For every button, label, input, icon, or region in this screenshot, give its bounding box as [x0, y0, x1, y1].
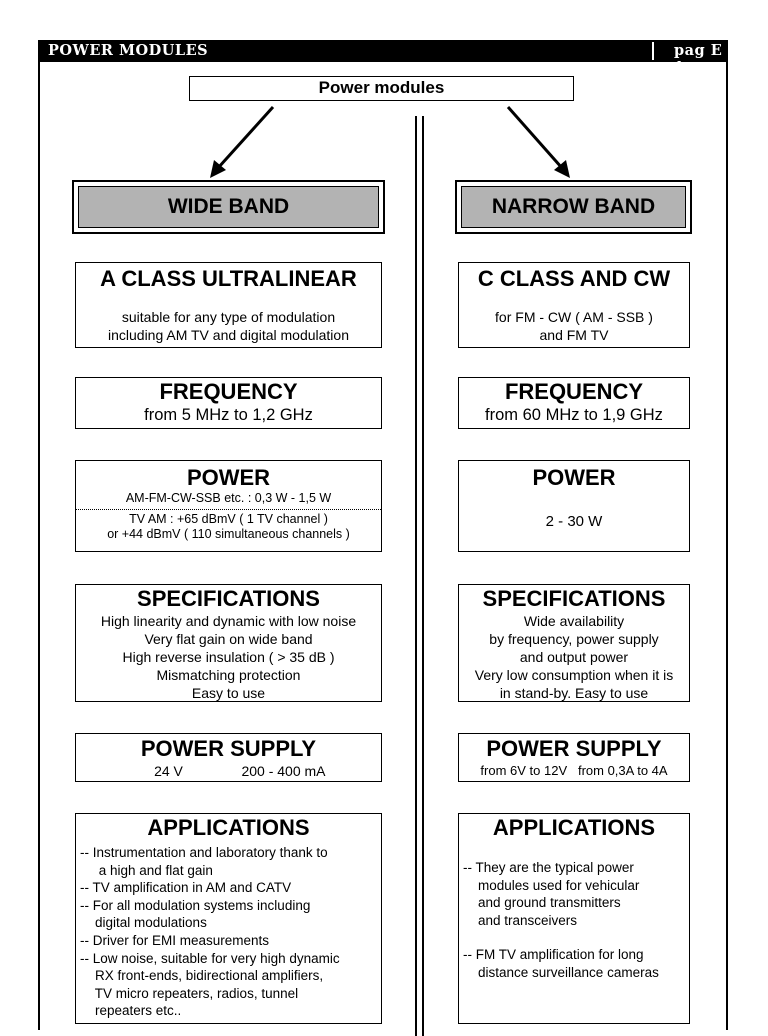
- applications-list-right: [459, 859, 689, 982]
- spec-line-right: Very low consumption when it is: [474, 667, 674, 683]
- power-supply-box-right: [458, 733, 690, 782]
- class-title-right: C CLASS AND CW: [477, 266, 671, 291]
- page-number: pag E 1: [674, 42, 723, 76]
- frequency-title-right: FREQUENCY: [504, 379, 644, 404]
- frequency-value-left: from 5 MHz to 1,2 GHz: [144, 406, 313, 424]
- specifications-box-left: [75, 584, 382, 702]
- power-title-left: POWER: [186, 465, 271, 490]
- application-item: TV micro repeaters, radios, tunnel: [80, 985, 299, 1001]
- applications-box-right: [458, 813, 690, 1024]
- spec-line-right: by frequency, power supply: [489, 631, 659, 647]
- frequency-box-left: [75, 377, 382, 429]
- power-supply-current: 200 - 400 mA: [241, 763, 326, 779]
- specifications-title-left: SPECIFICATIONS: [137, 586, 320, 611]
- power-supply-box-left: [75, 733, 382, 782]
- application-item: digital modulations: [80, 915, 207, 931]
- class-line-right: and FM TV: [539, 327, 609, 343]
- spec-line-left: Easy to use: [191, 685, 266, 701]
- applications-title-left: APPLICATIONS: [147, 815, 310, 840]
- application-item: RX front-ends, bidirectional amplifiers,: [80, 968, 324, 984]
- narrow-band-box: [455, 180, 692, 234]
- power-line-left: AM-FM-CW-SSB etc. : 0,3 W - 1,5 W: [125, 491, 332, 505]
- diagram-title: Power modules: [189, 76, 574, 101]
- application-item: [463, 929, 689, 946]
- application-item: a high and flat gain: [80, 862, 213, 878]
- power-supply-value-right: from 6V to 12V from 0,3A to 4A: [480, 763, 668, 778]
- application-item: -- Low noise, suitable for very high dynamic: [80, 950, 340, 966]
- application-item: -- For all modulation systems including: [80, 897, 311, 913]
- applications-list-left: [76, 844, 381, 1020]
- application-item: and ground transmitters: [463, 895, 621, 911]
- class-line-left: suitable for any type of modulation: [121, 309, 336, 325]
- frequency-value-right: from 60 MHz to 1,9 GHz: [485, 406, 663, 424]
- power-box-right: [458, 460, 690, 552]
- applications-box-left: [75, 813, 382, 1024]
- power-line-left: or +44 dBmV ( 110 simultaneous channels ): [107, 527, 350, 541]
- frequency-title-left: FREQUENCY: [159, 379, 298, 404]
- narrow-band-label: NARROW BAND: [461, 186, 686, 228]
- power-box-left: [75, 460, 382, 552]
- application-item: distance surveillance cameras: [463, 964, 659, 980]
- column-divider: [415, 116, 424, 1036]
- arrow-left-icon: [200, 104, 280, 180]
- power-supply-voltage: 24 V: [154, 763, 183, 779]
- spec-line-left: Very flat gain on wide band: [144, 631, 313, 647]
- header-separator: [652, 42, 654, 60]
- application-item: -- Instrumentation and laboratory thank to: [80, 845, 328, 860]
- header-bar: [38, 40, 728, 76]
- specifications-title-right: SPECIFICATIONS: [482, 586, 666, 611]
- spec-line-right: Wide availability: [523, 613, 625, 629]
- application-item: -- They are the typical power: [463, 860, 634, 875]
- power-supply-values-left: [76, 762, 381, 780]
- class-title-left: A CLASS ULTRALINEAR: [100, 266, 357, 291]
- applications-title-right: APPLICATIONS: [492, 815, 656, 840]
- class-line-left: including AM TV and digital modulation: [107, 327, 349, 343]
- spec-line-left: Mismatching protection: [156, 667, 301, 683]
- power-line-left: TV AM : +65 dBmV ( 1 TV channel ): [129, 512, 328, 526]
- application-item: -- Driver for EMI measurements: [80, 932, 270, 948]
- spec-line-left: High reverse insulation ( > 35 dB ): [122, 649, 335, 665]
- spec-line-left: High linearity and dynamic with low noise: [100, 613, 357, 629]
- frequency-box-right: [458, 377, 690, 429]
- class-box-right: [458, 262, 690, 348]
- application-item: modules used for vehicular: [463, 877, 640, 893]
- application-item: repeaters etc..: [80, 1003, 182, 1019]
- wide-band-box: [72, 180, 385, 234]
- application-item: -- TV amplification in AM and CATV: [80, 880, 292, 896]
- application-item: -- FM TV amplification for long: [463, 947, 644, 963]
- power-title-right: POWER: [532, 465, 616, 490]
- power-divider: [76, 509, 381, 510]
- class-box-left: [75, 262, 382, 348]
- power-value-right: 2 - 30 W: [545, 513, 603, 530]
- class-line-right: for FM - CW ( AM - SSB ): [495, 309, 653, 325]
- power-supply-title-right: POWER SUPPLY: [486, 736, 662, 761]
- wide-band-label: WIDE BAND: [78, 186, 379, 228]
- power-supply-title-left: POWER SUPPLY: [140, 736, 317, 761]
- spec-line-right: in stand-by. Easy to use: [499, 685, 649, 701]
- spec-line-right: and output power: [519, 649, 629, 665]
- header-title: POWER MODULES: [48, 42, 209, 59]
- application-item: and transceivers: [463, 912, 578, 928]
- arrow-right-icon: [500, 104, 580, 180]
- specifications-box-right: [458, 584, 690, 702]
